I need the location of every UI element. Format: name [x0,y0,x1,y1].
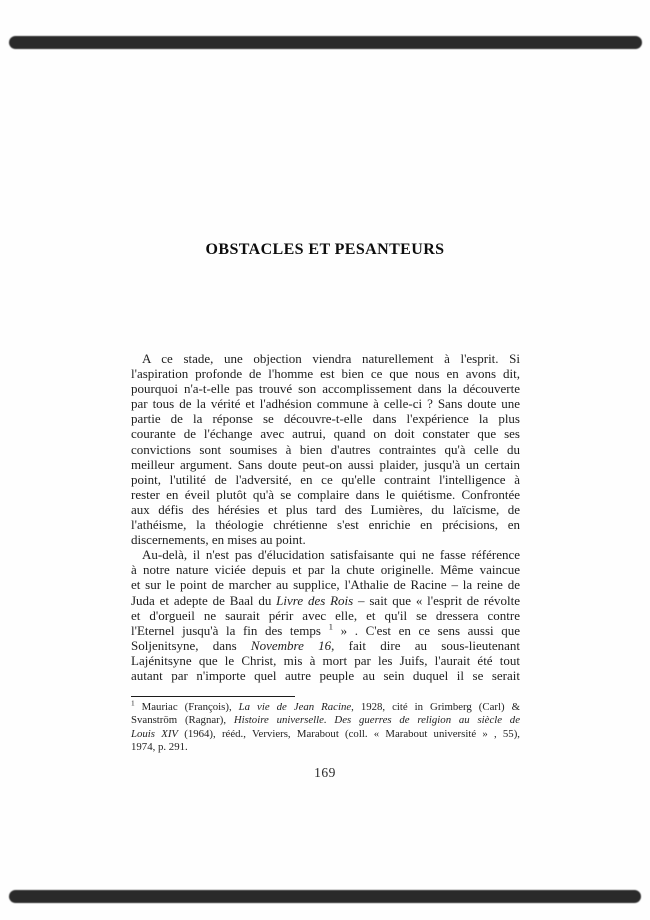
text-line: $^1$ Mauriac (François), La vie de Jean Racine, 1928, cité in Grimberg (Carl) & [131,698,520,713]
text-line: à notre nature viciée depuis et par la chute originelle. Même vaincue [131,562,520,578]
text-line: Lajénitsyne que le Christ, mis à mort par les Juifs, l'aurait été tout [131,652,520,668]
text-line: courante de l'échange avec autrui, quand on doit constater que ses [131,426,520,442]
text-line: point, l'utilité de l'adversité, en ce qu'elle contraint l'intelligence à [131,471,520,487]
text-line: rester en éveil plutôt qu'à se complaire dans le quiétisme. Confrontée [131,486,520,502]
scan-artifact-bar-top [9,36,642,49]
text-line: autant par n'importe quel autre peuple au sein duquel il se serait [131,667,520,683]
text-line: 1974, p. 291. [131,741,188,754]
scan-artifact-bar-bottom [9,890,641,903]
text-line: discernements, en mises au point. [131,532,306,548]
text-line: et d'orgueil ne saurait périr avec elle, et qu'il se dressera contre [131,607,520,623]
text-line: l'athéisme, la théologie chrétienne s'est enrichie en précisions, en [131,517,520,533]
text-line: Au-delà, il n'est pas d'élucidation satisfaisante qui ne fasse référence [142,547,520,563]
text-line: pourquoi n'a-t-elle pas trouvé son accomplissement dans la découverte [131,381,520,397]
text-line: et sur le point de marcher au supplice, l'Athalie de Racine – la reine de [131,577,520,593]
body-text [131,351,520,683]
text-line: meilleur argument. Sans doute peut-on aussi plaider, jusqu'à un certain [131,456,520,472]
text-line: aux défis des hérésies et plus tard des Lumières, du laïcisme, de [131,501,520,517]
text-line: l'aspiration profonde de l'homme est bien ce que nous en avons dit, [131,366,520,382]
paragraph-1 [131,351,520,547]
text-line: Louis XIV (1964), rééd., Verviers, Marabout (coll. « Marabout université » , 55), [131,727,520,740]
text-line: partie de la réponse se découvre-t-elle dans l'expérience la plus [131,411,520,427]
page-number: 169 [314,765,336,780]
text-line: Juda et adepte de Baal du Livre des Rois – sait que « l'esprit de révolte [131,592,520,608]
footnote-separator-rule [131,696,295,697]
chapter-title: OBSTACLES ET PESANTEURS [205,241,445,258]
text-line: convictions sont soumises à bien d'autres contraintes qu'à celle du [131,441,520,457]
text-line: A ce stade, une objection viendra naturellement à l'esprit. Si [142,351,520,366]
text-line: par tous de la vérité et l'adhésion commune à celle-ci ? Sans doute une [131,396,520,412]
paragraph-2 [131,547,520,683]
text-line: Svanström (Ragnar), Histoire universelle. Des guerres de religion au siècle de [131,714,520,727]
text-line: Soljenitsyne, dans Novembre 16, fait dire au sous-lieutenant [131,637,520,653]
text-line: l'Eternel jusqu'à la fin des temps $^1$ » . C'est en ce sens aussi que [131,621,520,638]
footnote [131,698,520,755]
